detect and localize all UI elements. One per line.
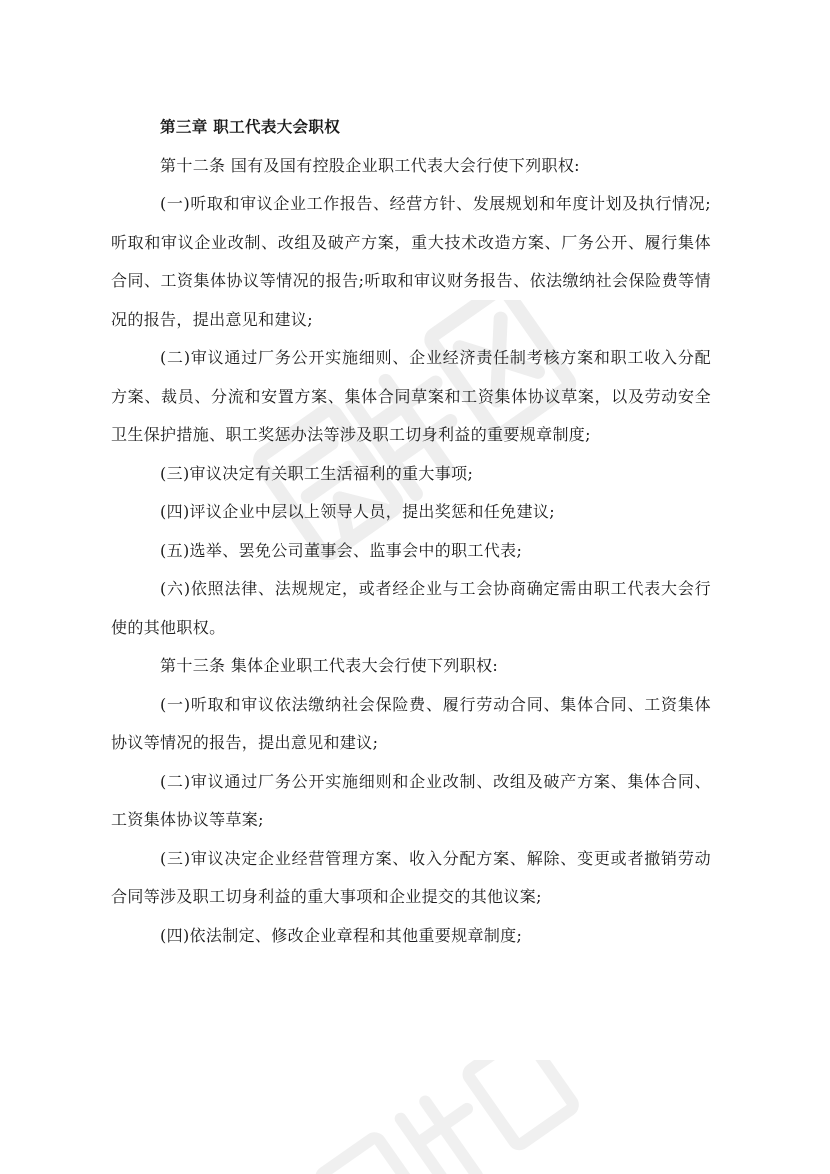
article-13-intro: 第十三条 集体企业职工代表大会行使下列职权: bbox=[160, 656, 499, 675]
article-12-item-3: (三)审议决定有关职工生活福利的重大事项; bbox=[160, 463, 474, 483]
article-13-item-1: (一)听取和审议依法缴纳社会保险费、履行劳动合同、集体合同、工资集体协议等情况的报告，提出意见和建议; bbox=[111, 694, 711, 752]
article-13-item-4: (四)依法制定、修改企业章程和其他重要规章制度; bbox=[160, 925, 523, 945]
article-12-intro: 第十二条 国有及国有控股企业职工代表大会行使下列职权: bbox=[160, 155, 580, 175]
article-12-item-4: (四)评议企业中层以上领导人员，提出奖惩和任免建议; bbox=[160, 502, 555, 521]
article-12-item-2: (二)审议通过厂务公开实施细则、企业经济责任制考核方案和职工收入分配方案、裁员、分流和安置方案、集体合同草案和工资集体协议草案，以及劳动安全卫生保护措施、职工奖惩办法等涉及职工切身利益的重要规章制度; bbox=[111, 348, 711, 444]
article-12-item-5: (五)选举、罢免公司董事会、监事会中的职工代表; bbox=[160, 540, 523, 560]
chapter-heading: 第三章 职工代表大会职权 bbox=[160, 118, 341, 136]
article-13-item-3: (三)审议决定企业经营管理方案、收入分配方案、解除、变更或者撤销劳动合同等涉及职工切身利益的重大事项和企业提交的其他议案; bbox=[111, 848, 711, 906]
article-13-item-2: (二)审议通过厂务公开实施细则和企业改制、改组及破产方案、集体合同、工资集体协议等草案; bbox=[111, 771, 711, 829]
document-body bbox=[111, 108, 711, 955]
article-12-item-6: (六)依照法律、法规规定，或者经企业与工会协商确定需由职工代表大会行使的其他职权。 bbox=[111, 579, 711, 637]
watermark-logo-bottom bbox=[280, 1060, 600, 1174]
article-12-item-1: (一)听取和审议企业工作报告、经营方针、发展规划和年度计划及执行情况;听取和审议企业改制、改组及破产方案，重大技术改造方案、厂务公开、履行集体合同、工资集体协议等情况的报告;听取和审议财务报告、依法缴纳社会保险费等情况的报告，提出意见和建议; bbox=[111, 194, 711, 329]
